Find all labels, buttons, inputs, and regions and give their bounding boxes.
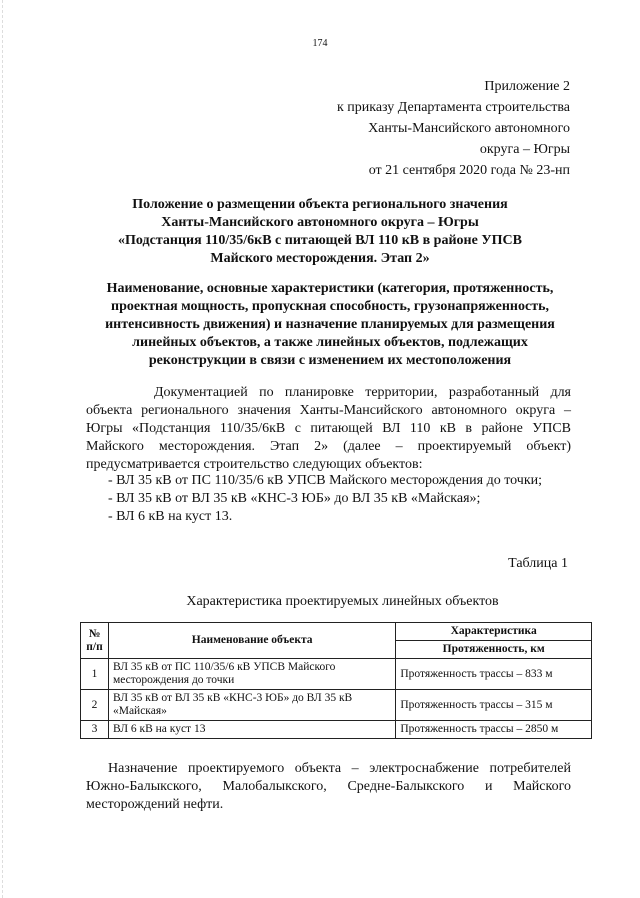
header-name: Наименование объекта <box>108 623 395 659</box>
cell-name: ВЛ 35 кВ от ВЛ 35 кВ «КНС-3 ЮБ» до ВЛ 35 кВ «Майская» <box>108 690 395 721</box>
appendix-line: Приложение 2 <box>484 79 570 94</box>
table-label: Таблица 1 <box>508 556 568 571</box>
appendix-line: округа – Югры <box>479 142 570 157</box>
title-line: «Подстанция 110/35/6кВ с питающей ВЛ 110 кВ в районе УПСВ <box>118 233 522 248</box>
cell-name: ВЛ 35 кВ от ПС 110/35/6 кВ УПСВ Майского месторождения до точки <box>108 659 395 690</box>
list-item: - ВЛ 35 кВ от ВЛ 35 кВ «КНС-3 ЮБ» до ВЛ 35 кВ «Майская»; <box>108 491 481 506</box>
header-characteristic: Характеристика <box>396 623 592 641</box>
cell-name: ВЛ 6 кВ на куст 13 <box>108 721 395 739</box>
header-length: Протяженность, км <box>396 641 592 659</box>
object-list <box>86 472 571 526</box>
table-row <box>81 659 592 690</box>
list-item: - ВЛ 6 кВ на куст 13. <box>108 509 233 524</box>
header-num: № п/п <box>81 623 109 659</box>
cell-num: 3 <box>81 721 109 739</box>
objects-table <box>80 622 592 739</box>
appendix-line: Ханты-Мансийского автономного <box>368 121 570 136</box>
cell-char: Протяженность трассы – 2850 м <box>396 721 592 739</box>
section-heading <box>80 280 580 370</box>
heading-line: интенсивность движения) и назначение планируемых для размещения <box>105 317 555 332</box>
heading-line: проектная мощность, пропускная способность, грузонапряженность, <box>111 299 549 314</box>
purpose-paragraph: Назначение проектируемого объекта – электроснабжение потребителей Южно-Балыкского, Малобалыкского, Средне-Балыкского и Майского месторождений нефти. <box>86 761 571 812</box>
page-number: 174 <box>312 38 328 49</box>
heading-line: Наименование, основные характеристики (категория, протяженность, <box>106 281 554 296</box>
title-line: Положение о размещении объекта регионального значения <box>132 197 508 212</box>
list-item: - ВЛ 35 кВ от ПС 110/35/6 кВ УПСВ Майского месторождения до точки; <box>108 473 543 488</box>
table-caption: Характеристика проектируемых линейных объектов <box>186 594 499 609</box>
scan-margin-line <box>2 0 4 898</box>
appendix-line: от 21 сентября 2020 года № 23-нп <box>368 163 570 178</box>
table-row <box>81 721 592 739</box>
title-line: Ханты-Мансийского автономного округа – Югры <box>161 215 479 230</box>
cell-num: 2 <box>81 690 109 721</box>
appendix-block <box>270 76 570 181</box>
heading-line: линейных объектов, а также линейных объектов, подлежащих <box>132 335 528 350</box>
intro-paragraph: Документацией по планировке территории, разработанный для объекта регионального значения Ханты-Мансийского автономного округа – Югры «Подстанция 110/35/6кВ с питающей ВЛ 110 кВ в районе УПСВ Майского месторождения. Этап 2» (далее – проектируемый объект) предусматривается строительство следующих объектов: <box>86 385 571 472</box>
appendix-line: к приказу Департамента строительства <box>336 100 570 115</box>
cell-char: Протяженность трассы – 315 м <box>396 690 592 721</box>
table-row <box>81 690 592 721</box>
document-title <box>80 196 560 268</box>
title-line: Майского месторождения. Этап 2» <box>210 251 430 266</box>
table-header-row <box>81 623 592 641</box>
cell-char: Протяженность трассы – 833 м <box>396 659 592 690</box>
cell-num: 1 <box>81 659 109 690</box>
heading-line: реконструкции в связи с изменением их местоположения <box>148 353 512 368</box>
